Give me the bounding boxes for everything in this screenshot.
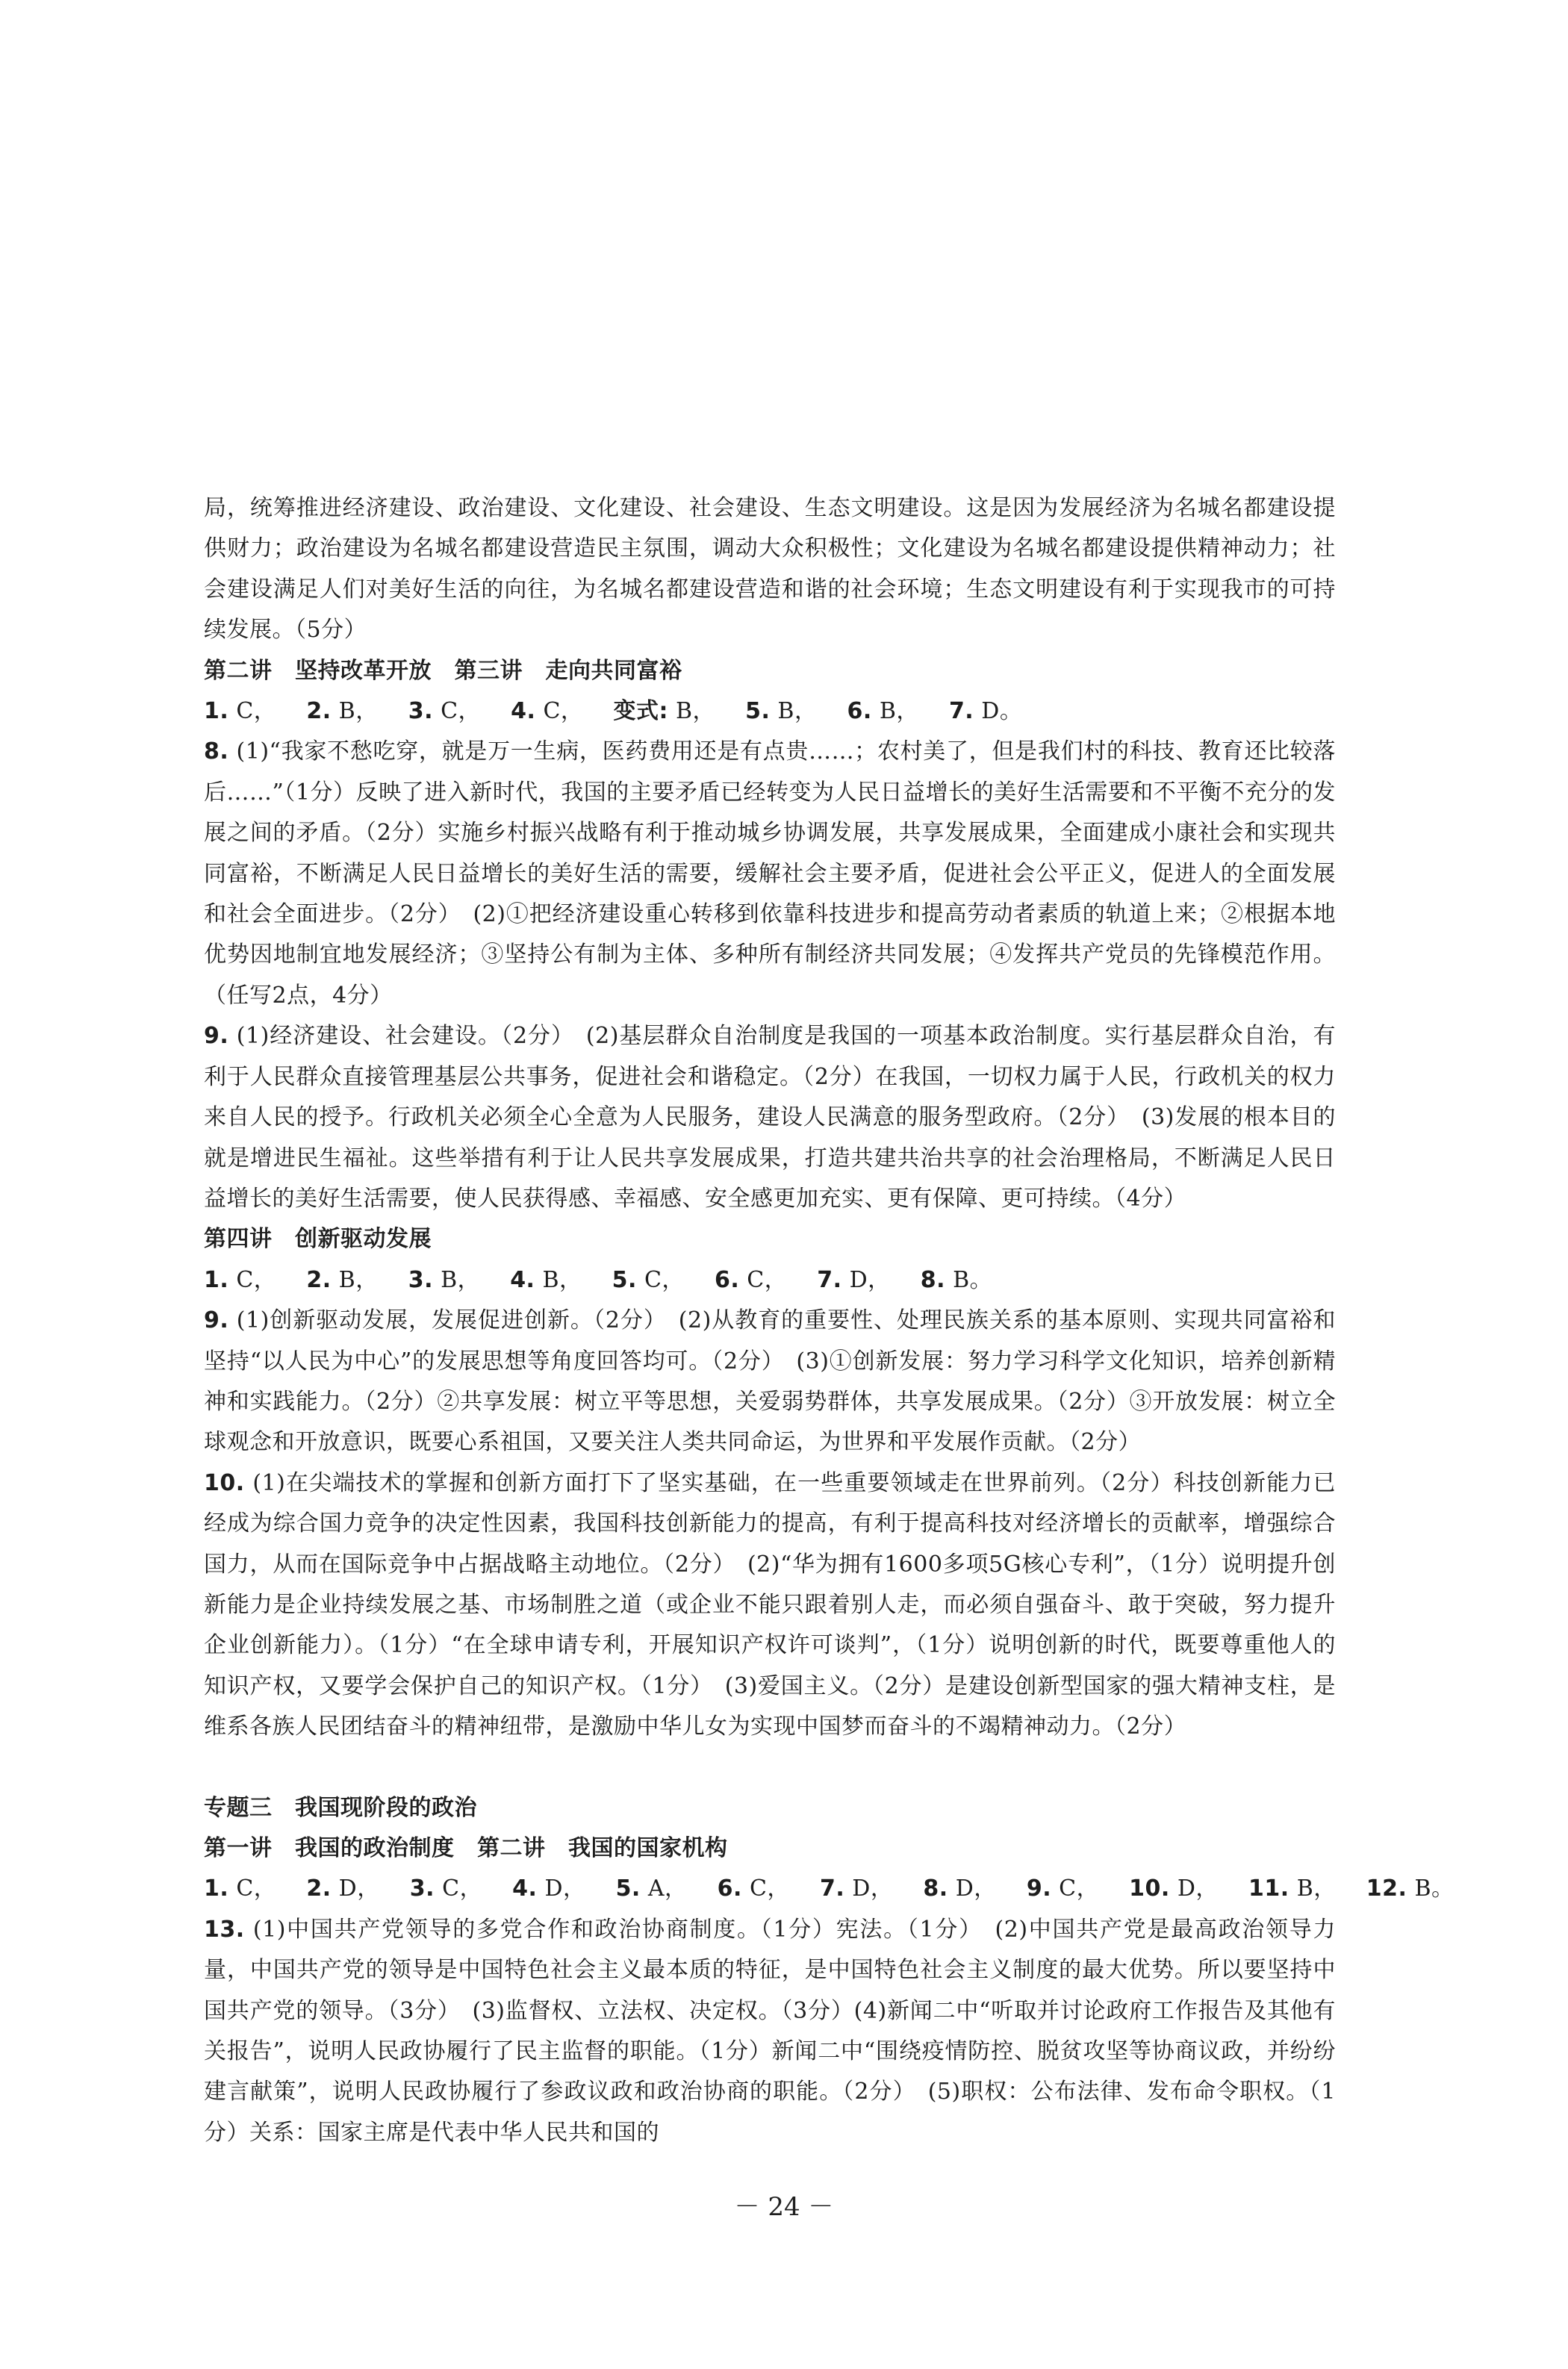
answer-choice: C， [747,1266,788,1293]
answer-choice: D， [338,1875,380,1902]
question-number: 9. [204,1307,229,1334]
question-number: 8. [204,738,229,765]
question-number: 9. [204,1023,229,1050]
answer-choice: D， [849,1266,891,1293]
answer-item [923,1875,996,1902]
answer-item [612,1267,685,1293]
page-number: － 24 － [734,2192,834,2222]
answer-item [745,698,817,724]
answer-choice: D， [955,1875,997,1902]
question-number: 10. [204,1469,245,1496]
answer-number: 2. [306,698,332,725]
answer-number: 7. [819,1875,845,1902]
answer-item [408,698,481,724]
answer-number: 6. [847,698,872,725]
answer-item [306,1267,378,1293]
answer-choice: B。 [1414,1875,1455,1902]
answer-item [306,698,378,724]
answer-number: 5. [745,698,771,725]
answer-number: 1. [204,1266,229,1293]
answer-number: 12. [1366,1875,1407,1902]
answer-number: 5. [615,1875,641,1902]
answer-choice: C， [236,1875,277,1902]
answer-choice: D， [1177,1875,1219,1902]
answer-choice: B， [441,1266,481,1293]
answer-item [820,1875,893,1902]
answer-choice: C， [236,698,277,725]
answer-number: 6. [717,1875,742,1902]
answer-item [1366,1875,1455,1902]
answer-choice: C， [644,1266,685,1293]
answer-choice: D， [852,1875,894,1902]
section1-tail-paragraph: 局，统筹推进经济建设、政治建设、文化建设、社会建设、生态文明建设。这是因为发展经济为名城名都建设提供财力；政治建设为名城名都建设营造民主氛围，调动大众积极性；文化建设为名城名都建设提供精神动力；社会建设满足人们对美好生活的向往，为名城名都建设营造和谐的社会环境；生态文明建设有利于实现我市的可持续发展。（5分） [204,495,1336,644]
question-text: (1)中国共产党领导的多党合作和政治协商制度。（1分）宪法。（1分） (2)中国共产党是最高政治领导力量，中国共产党的领导是中国特色社会主义最本质的特征，是中国特色社会主义制度的最大优势。所以要坚持中国共产党的领导。（3分） (3)监督权、立法权、决定权。（3分）(4)新闻二中“听取并讨论政府工作报告及其他有关报告”，说明人民政协履行了民主监督的职能。（1分）新闻二中“围绕疫情防控、脱贫攻坚等协商议政，并纷纷建言献策”，说明人民政协履行了参政议政和政治协商的职能。（2分） (5)职权：公布法律、发布命令职权。（1分）关系：国家主席是代表中华人民共和国的 [204,1916,1336,2146]
answer-item [949,698,1022,724]
answer-item [817,1267,890,1293]
answer-number: 3. [409,1875,435,1902]
answer-choice: C， [543,698,584,725]
answer-number: 7. [817,1266,842,1293]
answer-item [1129,1875,1219,1902]
answer-number: 3. [408,1266,434,1293]
answer-choice: A， [647,1875,688,1902]
answer-choice: D。 [981,698,1023,725]
answer-choice: C， [1059,1875,1100,1902]
answer-number: 9. [1026,1875,1052,1902]
answer-variant-label: 变式: [613,698,668,725]
question-text: (1)“我家不愁吃穿，就是万一生病，医药费用还是有点贵……；农村美了，但是我们村的科技、教育还比较落后……”（1分）反映了进入新时代，我国的主要矛盾已经转变为人民日益增长的美好生活需要和不平衡不充分的发展之间的矛盾。（2分）实施乡村振兴战略有利于推动城乡协调发展，共享发展成果，全面建成小康社会和实现共同富裕，不断满足人民日益增长的美好生活的需要，缓解社会主要矛盾，促进社会公平正义，促进人的全面发展和社会全面进步。（2分） (2)①把经济建设重心转移到依靠科技进步和提高劳动者素质的轨道上来；②根据本地优势因地制宜地发展经济；③坚持公有制为主体、多种所有制经济共同发展；④发挥共产党员的先锋模范作用。（任写2点，4分） [204,738,1336,1009]
answer-number: 3. [408,698,434,725]
answer-number: 1. [204,698,229,725]
question-number: 13. [204,1916,245,1943]
answer-item [510,1267,582,1293]
answer-number: 2. [306,1875,332,1902]
answer-item [408,1267,480,1293]
answer-number: 10. [1129,1875,1170,1902]
question-13-answer [204,1910,1336,2153]
answer-item [204,698,276,724]
answer-page-body [204,488,1455,2153]
question-9-answer-lecture-4 [204,1301,1336,1463]
answer-choice: B， [338,1266,379,1293]
answer-item [616,1875,688,1902]
answer-choice: B， [676,698,716,725]
answer-choice: B， [777,698,818,725]
heading-topic-3-lectures: 第一讲 我国的政治制度 第二讲 我国的国家机构 [204,1835,728,1861]
answer-number: 8. [920,1266,946,1293]
answer-item [847,698,919,724]
question-9-answer [204,1016,1336,1219]
answer-number: 2. [306,1266,332,1293]
heading-lecture-2-3: 第二讲 坚持改革开放 第三讲 走向共同富裕 [204,657,682,684]
answer-number: 4. [512,1875,538,1902]
answer-item [512,1875,585,1902]
answer-item [613,698,715,724]
answer-number: 5. [612,1266,637,1293]
answer-item [1248,1875,1337,1902]
answer-choice: B， [338,698,379,725]
answer-number: 4. [510,1266,535,1293]
answers-lecture-4 [204,1260,1336,1301]
answers-lecture-2-3 [204,691,1336,732]
answer-item [715,1267,787,1293]
question-10-answer [204,1463,1336,1748]
answer-number: 8. [923,1875,948,1902]
answer-choice: B， [879,698,919,725]
question-text: (1)经济建设、社会建设。（2分） (2)基层群众自治制度是我国的一项基本政治制度。实行基层群众自治，有利于人民群众直接管理基层公共事务，促进社会和谐稳定。（2分）在我国，一切权力属于人民，行政机关的权力来自人民的授予。行政机关必须全心全意为人民服务，建设人民满意的服务型政府。（2分） (3)发展的根本目的就是增进民生福祉。这些举措有利于让人民共享发展成果，打造共建共治共享的社会治理格局，不断满足人民日益增长的美好生活需要，使人民获得感、幸福感、安全感更加充实、更有保障、更可持续。（4分） [204,1023,1336,1212]
answer-number: 7. [948,698,974,725]
answer-number: 6. [714,1266,740,1293]
answers-topic-3 [204,1869,1455,1909]
answer-item [204,1267,276,1293]
answer-number: 11. [1248,1875,1289,1902]
heading-topic-3: 专题三 我国现阶段的政治 [204,1794,477,1821]
answer-choice: B， [542,1266,582,1293]
answer-choice: B， [1296,1875,1337,1902]
question-text: (1)在尖端技术的掌握和创新方面打下了坚实基础，在一些重要领域走在世界前列。（2分）科技创新能力已经成为综合国力竞争的决定性因素，我国科技创新能力的提高，有利于提高科技对经济增长的贡献率，增强综合国力，从而在国际竞争中占据战略主动地位。（2分） (2)“华为拥有1600多项5G核心专利”，（1分）说明提升创新能力是企业持续发展之基、市场制胜之道（或企业不能只跟着别人走，而必须自强奋斗、敢于突破，努力提升企业创新能力）。（1分）“在全球申请专利，开展知识产权许可谈判”，（1分）说明创新的时代，既要尊重他人的知识产权，又要学会保护自己的知识产权。（1分） (3)爱国主义。（2分）是建设创新型国家的强大精神支柱，是维系各族人民团结奋斗的精神纽带，是激励中华儿女为实现中国梦而奋斗的不竭精神动力。（2分） [204,1469,1336,1740]
answer-item [410,1875,482,1902]
answer-item [511,698,583,724]
answer-item [204,1875,276,1902]
answer-item [1027,1875,1099,1902]
answer-number: 4. [511,698,536,725]
answer-choice: C， [441,698,482,725]
answer-choice: C， [442,1875,483,1902]
answer-choice: C， [236,1266,277,1293]
answer-choice: B。 [953,1266,993,1293]
answer-choice: D， [544,1875,586,1902]
answer-item [718,1875,790,1902]
answer-number: 1. [204,1875,229,1902]
answer-item [306,1875,379,1902]
question-8-answer [204,732,1336,1016]
question-text: (1)创新驱动发展，发展促进创新。（2分） (2)从教育的重要性、处理民族关系的基本原则、实现共同富裕和坚持“以人民为中心”的发展思想等角度回答均可。（2分） (3)①创新发展：努力学习科学文化知识，培养创新精神和实践能力。（2分）②共享发展：树立平等思想，关爱弱势群体，共享发展成果。（2分）③开放发展：树立全球观念和开放意识，既要心系祖国，又要关注人类共同命运，为世界和平发展作贡献。（2分） [204,1307,1336,1456]
answer-item [921,1267,992,1293]
answer-choice: C， [749,1875,790,1902]
heading-lecture-4: 第四讲 创新驱动发展 [204,1226,432,1253]
